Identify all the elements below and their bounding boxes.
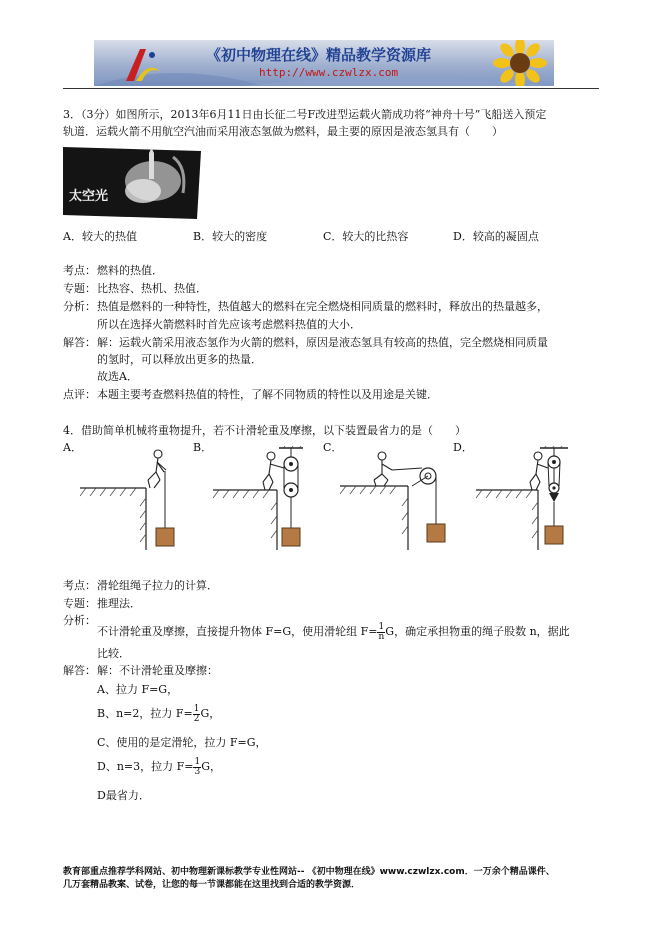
q3-kaodian-label: 考点：: [63, 264, 96, 277]
q4-fenxi-line2: 比较．: [97, 647, 130, 660]
footer-line1: 教育部重点推荐学科网站、初中物理新课标教学专业性网站-- 《初中物理在线》www.czwlzx.com．一万余个精品课件、: [63, 867, 555, 877]
q3-fenxi-line1: 热值是燃料的一种特性，热值越大的燃料在完全燃烧相同质量的燃料时，释放出的热量越多，: [97, 300, 548, 313]
pulley-diagram-d: [476, 446, 586, 550]
q4-conclusion: D最省力．: [97, 789, 150, 802]
footer-line2: 几万套精品教案、试卷，让您的每一节课都能在这里找到合适的教学资源．: [63, 880, 361, 890]
rocket-launch-photo: [63, 147, 201, 219]
header-rule: [63, 88, 599, 89]
q4-zhuanti: 推理法．: [97, 597, 141, 610]
q3-jieda-line1: 解：运载火箭采用液态氢作为火箭的燃料，原因是液态氢具有较高的热值，完全燃烧相同质量: [97, 336, 548, 349]
q3-stem-line2: 轨道．运载火箭不用航空汽油而采用液态氢做为燃料，最主要的原因是液态氢具有（ ）: [63, 125, 503, 138]
sunflower-icon: [486, 40, 554, 86]
q3-stem-line1: 3．（3分）如图所示，2013年6月11日由长征二号F改进型运载火箭成功将“神舟十号”飞船送入预定: [63, 108, 547, 121]
pulley-diagram-c: [340, 446, 450, 550]
q4-answer-b-post: G，: [200, 707, 221, 720]
photo-caption: 太空光: [69, 189, 109, 204]
pulley-diagram-b: [213, 446, 323, 550]
q3-jieda-line3: 故选A．: [97, 370, 138, 383]
pulley-diagram-a: [80, 446, 190, 550]
q4-answer-c: C、使用的是定滑轮，拉力 F=G，: [97, 736, 267, 749]
q3-option-b: B．较大的密度: [193, 230, 268, 243]
q3-dianping: 本题主要考查燃料热值的特性，了解不同物质的特性以及用途是关键．: [97, 388, 438, 401]
header-banner: [94, 40, 554, 86]
q3-option-a: A．较大的热值: [63, 230, 137, 243]
banner-url[interactable]: http://www.czwlzx.com: [259, 66, 399, 79]
q4-answer-d-pre: D、n=3，拉力 F=: [97, 760, 194, 773]
q4-fenxi-text-a: 不计滑轮重及摩擦，直接提升物体 F=G，使用滑轮组 F=: [97, 625, 378, 638]
q4-option-c-label: C．: [323, 441, 343, 454]
q4-fenxi-label: 分析：: [63, 614, 96, 627]
q4-jieda-intro: 解：不计滑轮重及摩擦：: [97, 664, 218, 677]
fraction-numerator: 1: [378, 621, 385, 632]
q4-answer-b-pre: B、n=2，拉力 F=: [97, 707, 193, 720]
fraction-denominator: n: [378, 631, 385, 642]
q4-kaodian-label: 考点：: [63, 579, 96, 592]
q3-kaodian: 燃料的热值．: [97, 264, 163, 277]
q3-zhuanti-label: 专题：: [63, 282, 96, 295]
q3-option-d: D．较高的凝固点: [453, 230, 539, 243]
q4-kaodian: 滑轮组绳子拉力的计算．: [97, 579, 218, 592]
q4-answer-d-post: G，: [201, 760, 221, 773]
q4-fenxi-line1: [97, 621, 570, 643]
q4-stem: 4．借助简单机械将重物提升，若不计滑轮重及摩擦，以下装置最省力的是（ ）: [63, 424, 466, 437]
q4-answer-b: [97, 703, 220, 725]
fraction-denominator: 2: [193, 713, 200, 724]
q4-zhuanti-label: 专题：: [63, 597, 96, 610]
q4-jieda-label: 解答：: [63, 664, 96, 677]
q3-option-c: C．较大的比热容: [323, 230, 409, 243]
q3-zhuanti: 比热容、热机、热值．: [97, 282, 207, 295]
fraction-numerator: 1: [193, 703, 200, 714]
fraction-denominator: 3: [194, 766, 201, 777]
q4-option-d-label: D．: [453, 441, 473, 454]
fraction-numerator: 1: [194, 756, 201, 767]
q3-fenxi-line2: 所以在选择火箭燃料时首先应该考虑燃料热值的大小．: [97, 318, 361, 331]
q3-fenxi-label: 分析：: [63, 300, 96, 313]
q3-dianping-label: 点评：: [63, 388, 96, 401]
q3-jieda-line2: 的氢时，可以释放出更多的热量．: [97, 353, 262, 366]
q4-option-b-label: B．: [193, 441, 213, 454]
q3-jieda-label: 解答：: [63, 336, 96, 349]
q4-answer-a: A、拉力 F=G，: [97, 683, 179, 696]
q4-option-a-label: A．: [63, 441, 82, 454]
logo-icon: [122, 45, 162, 83]
banner-title: 《初中物理在线》精品教学资源库: [206, 46, 432, 64]
q4-answer-d: [97, 756, 221, 778]
q4-fenxi-text-b: G，确定承担物重的绳子股数 n，据此: [385, 625, 570, 638]
